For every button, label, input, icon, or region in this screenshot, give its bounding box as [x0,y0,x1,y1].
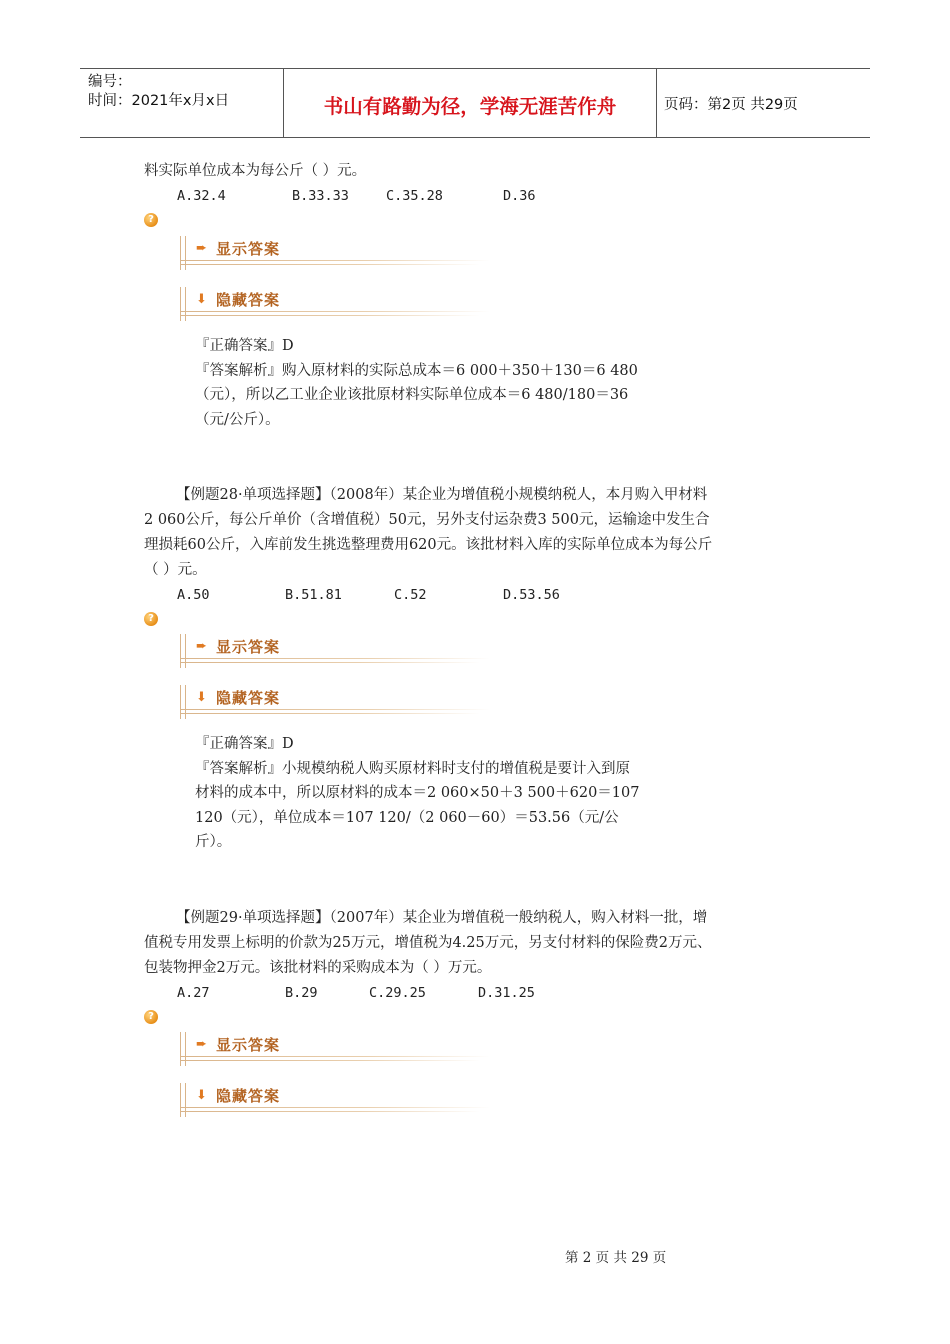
q29-option-a: A.27 [177,985,210,1001]
hide-answer-label: 隐藏答案 [216,291,281,309]
show-answer-button[interactable] [180,1032,490,1066]
q29-option-b: B.29 [285,985,318,1001]
hide-answer-label: 隐藏答案 [216,1087,281,1105]
hide-answer-button[interactable] [180,685,490,719]
arrow-down-icon: ⬇ [196,690,207,705]
q28-answer [195,732,639,855]
analysis-line: （元/公斤）。 [195,411,280,428]
q29-line: 值税专用发票上标明的价款为25万元，增值税为4.25万元，另支付材料的保险费2万元、 [144,935,712,951]
analysis-line: 材料的成本中，所以原材料的成本＝2 060×50＋3 500＋620＝107 [195,785,640,801]
page-header [80,68,870,138]
analysis-line: 『答案解析』购入原材料的实际总成本＝6 000＋350＋130＝6 480 [195,362,638,379]
q28-line: 【例题28·单项选择题】（2008年）某企业为增值税小规模纳税人，本月购入甲材料 [176,487,708,503]
header-date: 时间：2021年x月x日 [88,93,230,109]
show-answer-button[interactable] [180,236,490,270]
q27-option-d: D.36 [503,188,536,204]
arrow-right-icon: ➨ [196,1037,207,1052]
hide-answer-button[interactable] [180,287,490,321]
show-answer-label: 显示答案 [216,240,281,258]
hide-answer-label: 隐藏答案 [216,689,281,707]
show-answer-label: 显示答案 [216,1036,281,1054]
header-motto: 书山有路勤为径，学海无涯苦作舟 [323,95,617,118]
header-number: 编号： [88,74,132,90]
analysis-line: 『答案解析』小规模纳税人购买原材料时支付的增值税是要计入到原 [195,760,630,777]
q29-option-c: C.29.25 [369,985,426,1001]
correct-answer: 『正确答案』D [195,338,294,354]
q27-option-b: B.33.33 [292,188,349,204]
q29-line: 【例题29·单项选择题】（2007年）某企业为增值税一般纳税人，购入材料一批，增 [176,910,708,926]
analysis-line: 斤）。 [195,834,232,850]
arrow-down-icon: ⬇ [196,1088,207,1103]
analysis-line: 120（元），单位成本＝107 120/（2 060－60）＝53.56（元/公 [195,809,619,826]
q28-option-a: A.50 [177,587,210,603]
help-icon[interactable]: ? [144,213,158,227]
header-page: 页码：第2页 共29页 [664,97,798,113]
arrow-right-icon: ➨ [196,241,207,256]
q28-option-b: B.51.81 [285,587,342,603]
show-answer-label: 显示答案 [216,638,281,656]
q28-option-d: D.53.56 [503,587,560,603]
q27-option-a: A.32.4 [177,188,226,204]
q28-line: （ ）元。 [144,562,207,578]
q27-option-c: C.35.28 [386,188,443,204]
analysis-line: （元），所以乙工业企业该批原材料实际单位成本＝6 480/180＝36 [195,387,629,403]
help-icon[interactable]: ? [144,612,158,626]
show-answer-button[interactable] [180,634,490,668]
q29-line: 包装物押金2万元。该批材料的采购成本为（ ）万元。 [144,960,492,976]
q28-line: 2 060公斤，每公斤单价（含增值税）50元，另外支付运杂费3 500元，运输途中发生合 [144,512,710,528]
help-icon[interactable]: ? [144,1010,158,1024]
arrow-down-icon: ⬇ [196,292,207,307]
q27-answer [195,334,638,432]
q28-line: 理损耗60公斤，入库前发生挑选整理费用620元。该批材料入库的实际单位成本为每公斤 [144,537,713,553]
hide-answer-button[interactable] [180,1083,490,1117]
header-meta [88,73,229,111]
q28-option-c: C.52 [394,587,427,603]
arrow-right-icon: ➨ [196,639,207,654]
correct-answer: 『正确答案』D [195,736,294,752]
q29-option-d: D.31.25 [478,985,535,1001]
q27-stem-tail: 料实际单位成本为每公斤（ ）元。 [144,163,367,179]
page-footer: 第 2 页 共 29 页 [565,1250,667,1266]
